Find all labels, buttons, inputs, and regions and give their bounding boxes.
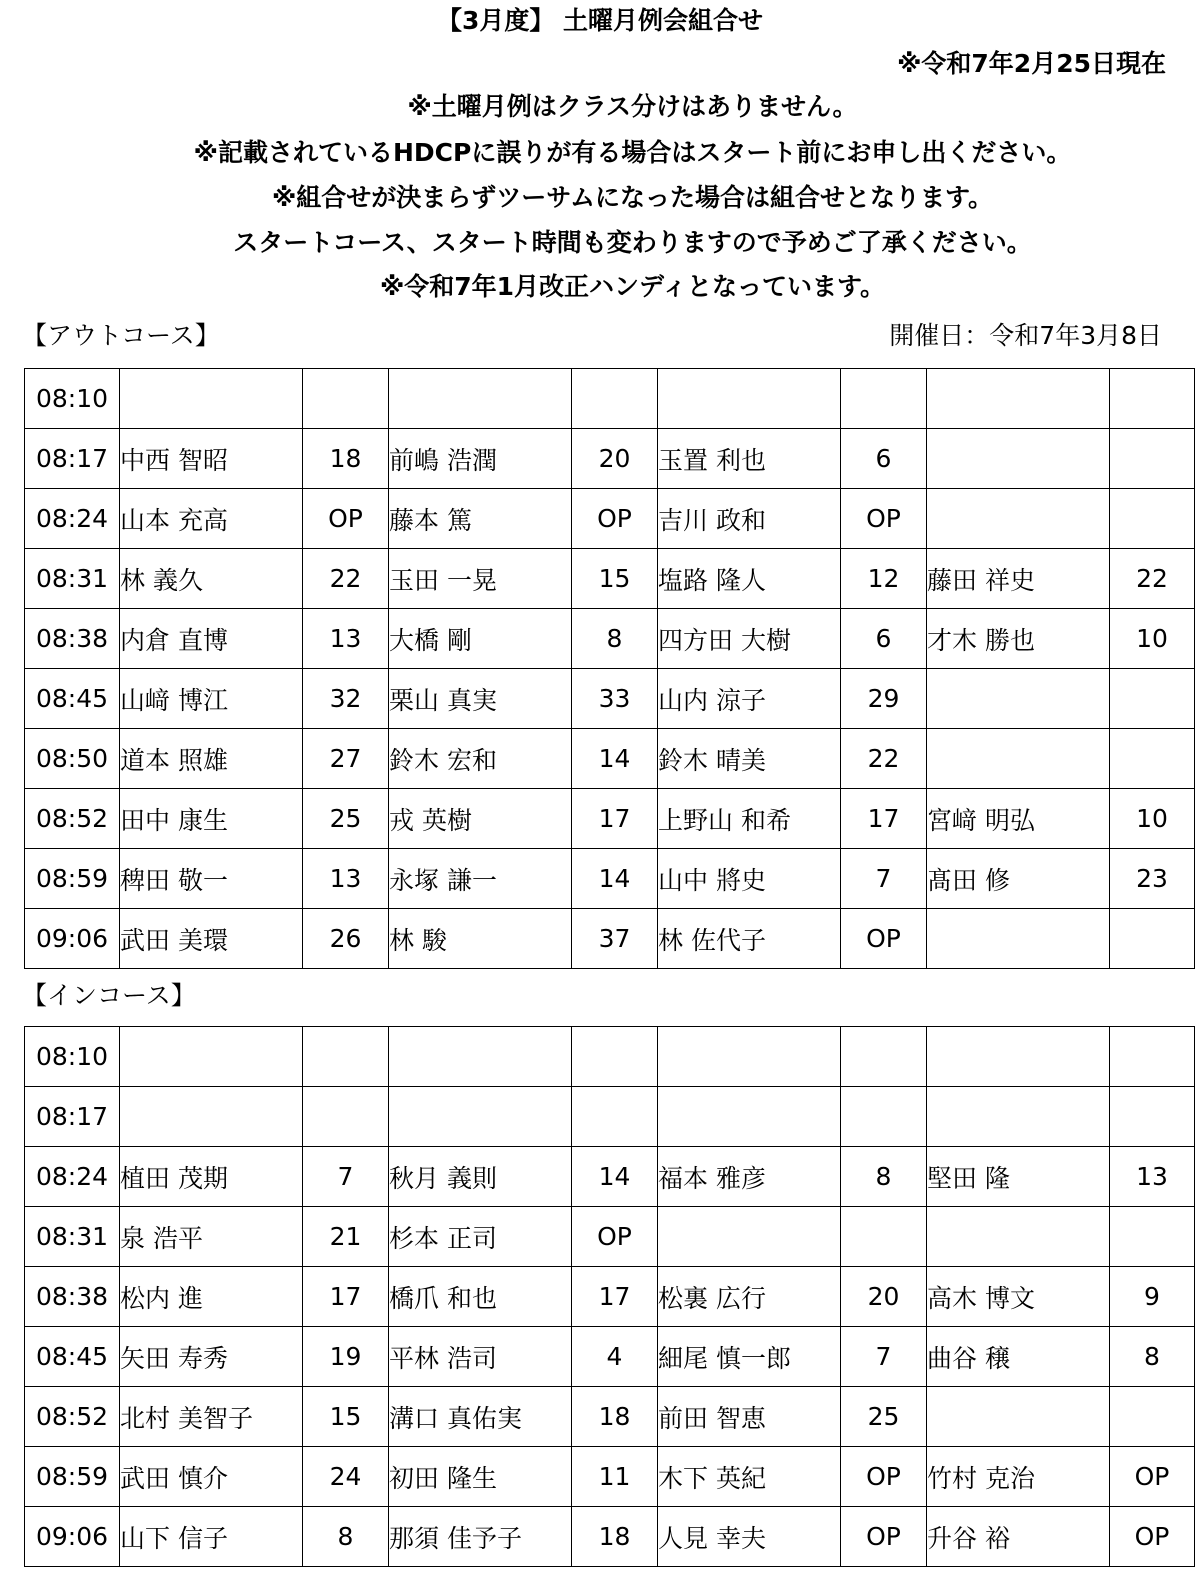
- player-2-hdcp: [572, 369, 658, 429]
- event-date: 開催日：令和7年3月8日: [889, 321, 1162, 350]
- in-course-table: [24, 1026, 1195, 1567]
- player-1-name: [120, 1087, 303, 1147]
- player-3-name: 上野山 和希: [658, 789, 841, 849]
- player-2-name: 橋爪 和也: [389, 1267, 572, 1327]
- player-1-hdcp: 25: [303, 789, 389, 849]
- player-3-hdcp: 20: [841, 1267, 927, 1327]
- player-4-hdcp: OP: [1110, 1447, 1195, 1507]
- player-1-hdcp: [303, 1027, 389, 1087]
- player-3-name: 四方田 大樹: [658, 609, 841, 669]
- player-3-name: 鈴木 晴美: [658, 729, 841, 789]
- player-1-name: 林 義久: [120, 549, 303, 609]
- player-3-hdcp: 25: [841, 1387, 927, 1447]
- player-3-name: 福本 雅彦: [658, 1147, 841, 1207]
- player-2-hdcp: 14: [572, 1147, 658, 1207]
- player-2-name: 大橋 剛: [389, 609, 572, 669]
- start-time: 08:52: [25, 1387, 120, 1447]
- player-2-name: [389, 1087, 572, 1147]
- tee-time-row: [25, 1207, 1195, 1267]
- tee-time-row: [25, 909, 1195, 969]
- tee-time-row: [25, 1027, 1195, 1087]
- player-2-name: 栗山 真実: [389, 669, 572, 729]
- player-1-hdcp: 13: [303, 849, 389, 909]
- player-1-name: 植田 茂期: [120, 1147, 303, 1207]
- player-2-hdcp: 15: [572, 549, 658, 609]
- player-2-name: 溝口 真佑実: [389, 1387, 572, 1447]
- player-2-name: 藤本 篤: [389, 489, 572, 549]
- player-2-hdcp: 11: [572, 1447, 658, 1507]
- player-1-hdcp: 8: [303, 1507, 389, 1567]
- player-4-name: [927, 909, 1110, 969]
- player-4-hdcp: [1110, 909, 1195, 969]
- start-time: 08:24: [25, 489, 120, 549]
- player-3-name: 玉置 利也: [658, 429, 841, 489]
- player-3-name: [658, 369, 841, 429]
- start-time: 08:45: [25, 669, 120, 729]
- player-1-name: 北村 美智子: [120, 1387, 303, 1447]
- tee-time-row: [25, 729, 1195, 789]
- player-3-hdcp: OP: [841, 909, 927, 969]
- start-time: 08:31: [25, 1207, 120, 1267]
- player-4-hdcp: [1110, 1027, 1195, 1087]
- player-1-hdcp: OP: [303, 489, 389, 549]
- player-4-name: [927, 1207, 1110, 1267]
- player-4-name: 髙田 修: [927, 849, 1110, 909]
- player-2-hdcp: [572, 1087, 658, 1147]
- player-1-hdcp: [303, 1087, 389, 1147]
- player-1-name: 泉 浩平: [120, 1207, 303, 1267]
- player-1-name: [120, 369, 303, 429]
- player-2-hdcp: 4: [572, 1327, 658, 1387]
- player-2-hdcp: 20: [572, 429, 658, 489]
- player-2-name: 前嶋 浩潤: [389, 429, 572, 489]
- player-2-name: 那須 佳予子: [389, 1507, 572, 1567]
- player-1-name: 山﨑 博江: [120, 669, 303, 729]
- player-2-name: [389, 369, 572, 429]
- player-2-hdcp: 14: [572, 729, 658, 789]
- notice-hdcp-errors: ※記載されているHDCPに誤りが有る場合はスタート前にお申し出ください。: [193, 138, 1072, 167]
- start-time: 08:52: [25, 789, 120, 849]
- player-4-hdcp: 13: [1110, 1147, 1195, 1207]
- player-4-name: 高木 博文: [927, 1267, 1110, 1327]
- player-3-hdcp: OP: [841, 1447, 927, 1507]
- player-4-name: [927, 1387, 1110, 1447]
- player-4-hdcp: [1110, 1087, 1195, 1147]
- start-time: 08:10: [25, 1027, 120, 1087]
- player-1-hdcp: 24: [303, 1447, 389, 1507]
- as-of-date: ※令和7年2月25日現在: [897, 49, 1166, 78]
- tee-time-row: [25, 1327, 1195, 1387]
- start-time: 08:17: [25, 429, 120, 489]
- player-2-hdcp: 14: [572, 849, 658, 909]
- player-4-hdcp: 10: [1110, 789, 1195, 849]
- out-course-label: 【アウトコース】: [22, 321, 220, 350]
- tee-time-row: [25, 789, 1195, 849]
- player-2-hdcp: 18: [572, 1387, 658, 1447]
- player-4-name: 藤田 祥史: [927, 549, 1110, 609]
- player-1-hdcp: 17: [303, 1267, 389, 1327]
- player-4-hdcp: [1110, 429, 1195, 489]
- player-2-name: 林 駿: [389, 909, 572, 969]
- start-time: 08:38: [25, 1267, 120, 1327]
- player-1-name: 稗田 敬一: [120, 849, 303, 909]
- player-3-name: 木下 英紀: [658, 1447, 841, 1507]
- player-3-hdcp: [841, 1207, 927, 1267]
- player-4-hdcp: [1110, 369, 1195, 429]
- player-2-name: 鈴木 宏和: [389, 729, 572, 789]
- player-1-name: [120, 1027, 303, 1087]
- tee-time-row: [25, 549, 1195, 609]
- player-2-name: 秋月 義則: [389, 1147, 572, 1207]
- player-4-name: 宮﨑 明弘: [927, 789, 1110, 849]
- player-1-name: 山下 信子: [120, 1507, 303, 1567]
- player-3-name: 山中 將史: [658, 849, 841, 909]
- player-4-name: 曲谷 穣: [927, 1327, 1110, 1387]
- player-1-name: 内倉 直博: [120, 609, 303, 669]
- player-4-name: [927, 489, 1110, 549]
- player-3-hdcp: [841, 1087, 927, 1147]
- tee-time-row: [25, 1507, 1195, 1567]
- player-1-name: 松内 進: [120, 1267, 303, 1327]
- player-1-hdcp: 7: [303, 1147, 389, 1207]
- player-3-hdcp: 8: [841, 1147, 927, 1207]
- player-1-name: 武田 美環: [120, 909, 303, 969]
- player-3-hdcp: 22: [841, 729, 927, 789]
- tee-time-row: [25, 1087, 1195, 1147]
- player-4-hdcp: [1110, 669, 1195, 729]
- player-3-name: [658, 1027, 841, 1087]
- start-time: 08:45: [25, 1327, 120, 1387]
- start-time: 09:06: [25, 1507, 120, 1567]
- player-1-hdcp: 21: [303, 1207, 389, 1267]
- player-3-name: [658, 1207, 841, 1267]
- player-1-hdcp: 18: [303, 429, 389, 489]
- start-time: 08:17: [25, 1087, 120, 1147]
- player-1-hdcp: 15: [303, 1387, 389, 1447]
- player-2-hdcp: 8: [572, 609, 658, 669]
- player-1-name: 矢田 寿秀: [120, 1327, 303, 1387]
- player-2-name: 杉本 正司: [389, 1207, 572, 1267]
- player-4-name: [927, 1087, 1110, 1147]
- tee-time-row: [25, 1447, 1195, 1507]
- player-1-hdcp: 32: [303, 669, 389, 729]
- player-2-hdcp: OP: [572, 1207, 658, 1267]
- tee-time-row: [25, 669, 1195, 729]
- player-4-hdcp: [1110, 1207, 1195, 1267]
- player-2-hdcp: OP: [572, 489, 658, 549]
- player-4-hdcp: 22: [1110, 549, 1195, 609]
- tee-time-row: [25, 429, 1195, 489]
- player-2-hdcp: [572, 1027, 658, 1087]
- player-3-name: 松裏 広行: [658, 1267, 841, 1327]
- player-2-hdcp: 33: [572, 669, 658, 729]
- player-3-hdcp: OP: [841, 489, 927, 549]
- player-3-hdcp: 6: [841, 609, 927, 669]
- player-4-name: 堅田 隆: [927, 1147, 1110, 1207]
- player-2-name: 平林 浩司: [389, 1327, 572, 1387]
- start-time: 08:10: [25, 369, 120, 429]
- player-1-hdcp: [303, 369, 389, 429]
- notice-start-changes: スタートコース、スタート時間も変わりますので予めご了承ください。: [233, 228, 1032, 257]
- start-time: 08:38: [25, 609, 120, 669]
- player-3-hdcp: [841, 1027, 927, 1087]
- player-4-hdcp: 8: [1110, 1327, 1195, 1387]
- player-3-hdcp: 17: [841, 789, 927, 849]
- player-1-name: 中西 智昭: [120, 429, 303, 489]
- player-2-name: 永塚 謙一: [389, 849, 572, 909]
- player-4-name: 升谷 裕: [927, 1507, 1110, 1567]
- player-4-name: [927, 369, 1110, 429]
- in-course-label: 【インコース】: [22, 981, 196, 1010]
- player-4-hdcp: OP: [1110, 1507, 1195, 1567]
- player-3-hdcp: [841, 369, 927, 429]
- player-1-name: 田中 康生: [120, 789, 303, 849]
- player-2-name: 初田 隆生: [389, 1447, 572, 1507]
- player-1-hdcp: 22: [303, 549, 389, 609]
- player-3-name: 前田 智恵: [658, 1387, 841, 1447]
- out-course-table: [24, 368, 1195, 969]
- player-4-name: 竹村 克治: [927, 1447, 1110, 1507]
- player-2-name: 玉田 一晃: [389, 549, 572, 609]
- tee-time-row: [25, 1387, 1195, 1447]
- player-4-name: [927, 729, 1110, 789]
- player-3-name: 林 佐代子: [658, 909, 841, 969]
- start-time: 09:06: [25, 909, 120, 969]
- player-3-hdcp: 29: [841, 669, 927, 729]
- start-time: 08:50: [25, 729, 120, 789]
- start-time: 08:59: [25, 849, 120, 909]
- start-time: 08:24: [25, 1147, 120, 1207]
- page-title: 【3月度】 土曜月例会組合せ: [436, 6, 764, 35]
- tee-time-row: [25, 1267, 1195, 1327]
- player-4-name: [927, 669, 1110, 729]
- player-3-name: 人見 幸夫: [658, 1507, 841, 1567]
- player-4-name: [927, 1027, 1110, 1087]
- player-2-hdcp: 17: [572, 789, 658, 849]
- player-4-hdcp: 9: [1110, 1267, 1195, 1327]
- tee-time-row: [25, 489, 1195, 549]
- player-2-hdcp: 17: [572, 1267, 658, 1327]
- player-3-hdcp: OP: [841, 1507, 927, 1567]
- tee-time-row: [25, 849, 1195, 909]
- start-time: 08:31: [25, 549, 120, 609]
- player-4-hdcp: 23: [1110, 849, 1195, 909]
- notice-handicap-revision: ※令和7年1月改正ハンディとなっています。: [379, 272, 886, 301]
- notice-twosome-pairing: ※組合せが決まらずツーサムになった場合は組合せとなります。: [271, 183, 994, 212]
- player-4-hdcp: [1110, 1387, 1195, 1447]
- player-2-name: [389, 1027, 572, 1087]
- player-3-name: [658, 1087, 841, 1147]
- player-1-hdcp: 26: [303, 909, 389, 969]
- tee-time-row: [25, 1147, 1195, 1207]
- player-3-hdcp: 6: [841, 429, 927, 489]
- player-2-hdcp: 18: [572, 1507, 658, 1567]
- player-4-hdcp: [1110, 489, 1195, 549]
- player-1-hdcp: 19: [303, 1327, 389, 1387]
- player-1-name: 武田 慎介: [120, 1447, 303, 1507]
- player-3-name: 塩路 隆人: [658, 549, 841, 609]
- player-1-name: 山本 充高: [120, 489, 303, 549]
- player-1-name: 道本 照雄: [120, 729, 303, 789]
- player-1-hdcp: 13: [303, 609, 389, 669]
- player-2-hdcp: 37: [572, 909, 658, 969]
- player-3-hdcp: 12: [841, 549, 927, 609]
- player-3-name: 細尾 慎一郎: [658, 1327, 841, 1387]
- player-3-name: 吉川 政和: [658, 489, 841, 549]
- player-1-hdcp: 27: [303, 729, 389, 789]
- player-4-name: 才木 勝也: [927, 609, 1110, 669]
- tee-time-row: [25, 369, 1195, 429]
- player-4-hdcp: [1110, 729, 1195, 789]
- tee-time-row: [25, 609, 1195, 669]
- player-3-name: 山内 涼子: [658, 669, 841, 729]
- player-4-name: [927, 429, 1110, 489]
- player-3-hdcp: 7: [841, 1327, 927, 1387]
- start-time: 08:59: [25, 1447, 120, 1507]
- player-2-name: 戎 英樹: [389, 789, 572, 849]
- player-3-hdcp: 7: [841, 849, 927, 909]
- player-4-hdcp: 10: [1110, 609, 1195, 669]
- notice-no-class-division: ※土曜月例はクラス分けはありません。: [407, 92, 858, 121]
